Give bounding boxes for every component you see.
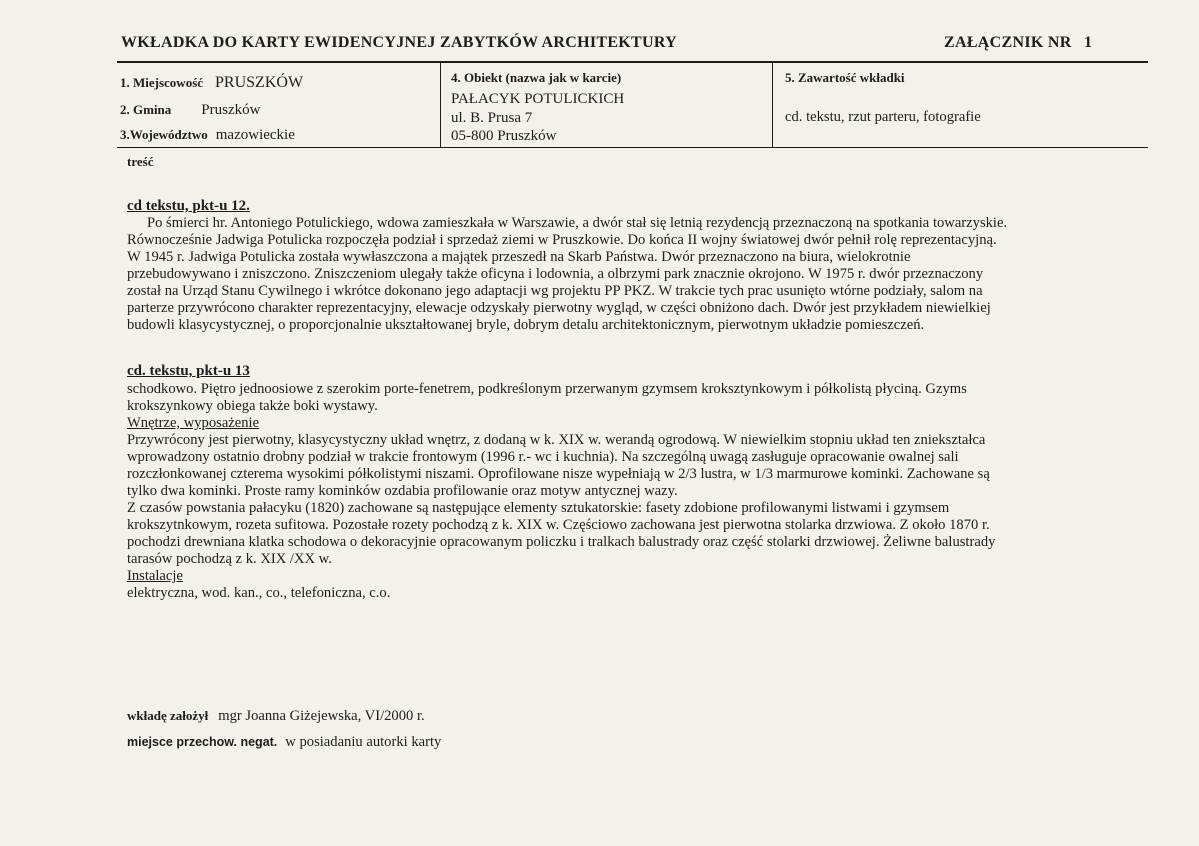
annex-label-text: ZAŁĄCZNIK NR [944, 34, 1072, 51]
commune-label: 2. Gmina [120, 102, 172, 117]
interior-title: Wnętrze, wyposażenie [127, 415, 260, 431]
section-13-title: cd. tekstu, pkt-u 13 [127, 363, 250, 379]
document-title: WKŁADKA DO KARTY EWIDENCYJNEJ ZABYTKÓW ARCHITEKTURY [121, 34, 678, 51]
section-13-line: krokszynkowy obiega także boki wystawy. [127, 398, 378, 414]
contents-label: 5. Zawartość wkładki [785, 70, 905, 85]
voivodeship-row [120, 126, 295, 144]
locality-label: 1. Miejscowość [120, 75, 204, 90]
section-12-line: Równocześnie Jadwiga Potulicka rozpoczęła podział i sprzedaż ziemi w Pruszkowie. Do końca II wojny światowej dwór pełnił rolę reprezentacyjną. [127, 232, 997, 248]
object-label: 4. Obiekt (nazwa jak w karcie) [451, 70, 622, 85]
interior-line: tarasów pochodzą z k. XIX /XX w. [127, 551, 332, 567]
commune-row [120, 101, 260, 119]
box-divider-1 [440, 62, 441, 148]
section-12-line: przebudowywano i zniszczono. Zniszczeniom ulegały także oficyna i lodownia, a olbrzymi park znacznie okrojono. W 1975 r. dwór przeznaczony [127, 266, 984, 282]
author-value: mgr Joanna Giżejewska, VI/2000 r. [218, 708, 425, 724]
interior-line: wprowadzony ostatnio drobny podział w trakcie frontowym (1996 r.- wc i kuchnia). Na szczególną uwagą zasługuje opracowanie owalnej sali [127, 449, 959, 465]
storage-value: w posiadaniu autorki karty [285, 734, 442, 750]
storage-row [127, 733, 441, 751]
installations-line: elektryczna, wod. kan., co., telefoniczna, c.o. [127, 585, 391, 601]
author-label: wkładę założył [127, 708, 209, 723]
storage-label: miejsce przechow. negat. [127, 735, 278, 749]
content-label: treść [127, 154, 154, 169]
section-12-line: parterze przywrócono charakter reprezentacyjny, elewacje odzyskały pierwotny wygląd, w części obniżono dach. Dwór jest przykładem niewielkiej [127, 300, 991, 316]
box-bottom-rule [117, 147, 1148, 148]
top-rule [117, 61, 1148, 63]
interior-line: rozczłonkowanej czterema wysokimi półkolistymi niszami. Oprofilowane nisze wypełniają w 2/3 lustra, w 1/3 marmurowe kominki. Zachowane są [127, 466, 990, 482]
section-13-line: schodkowo. Piętro jednoosiowe z szerokim porte-fenetrem, podkreślonym przerwanym gzymsem kroksztynkowym i półkolistą płyciną. Gzyms [127, 381, 967, 397]
object-postal: 05-800 Pruszków [451, 128, 557, 144]
section-12-body [127, 215, 1007, 334]
section-12-title: cd tekstu, pkt-u 12. [127, 198, 250, 214]
contents-value: cd. tekstu, rzut parteru, fotografie [785, 109, 981, 125]
author-row [127, 707, 425, 725]
locality-row [120, 74, 303, 92]
section-12-line: Po śmierci hr. Antoniego Potulickiego, wdowa zamieszkała w Warszawie, a dwór stał się letnią rezydencją przeznaczoną na spotkania towarzyskie. [147, 215, 1008, 231]
voivodeship-label: 3.Województwo [120, 127, 208, 142]
section-12-line: został na Urząd Stanu Cywilnego i wkrótce dokonano jego adaptacji wg projektu PP PKZ. W trakcie tych prac usunięto wtórne podziały, salom na [127, 283, 983, 299]
interior-line: tylko dwa kominki. Proste ramy kominków ozdabia profilowanie oraz motyw antycznej wazy. [127, 483, 678, 499]
locality-value: PRUSZKÓW [215, 74, 304, 91]
section-12-line: W 1945 r. Jadwiga Potulicka została wywłaszczona a majątek przeszedł na Skarb Państwa. Dwór przeznaczono na biura, wielokrotnie [127, 249, 911, 265]
interior-line: Z czasów powstania pałacyku (1820) zachowane są następujące elementy sztukatorskie: fasety zdobione profilowanymi listwami i gzymsem [127, 500, 950, 516]
voivodeship-value: mazowieckie [215, 127, 295, 143]
interior-line: Przywrócony jest pierwotny, klasycystyczny układ wnętrz, z dodaną w k. XIX w. werandą ogrodową. W niewielkim stopniu układ ten zniekształca [127, 432, 986, 448]
section-13-body [127, 381, 995, 602]
object-name: PAŁACYK POTULICKICH [451, 91, 625, 107]
interior-line: krokszytnkowym, rozeta sufitowa. Pozostałe rozety pochodzą z k. XIX w. Częściowo zachowana jest pierwotna stolarka drzwiowa. Z około 1870 r. [127, 517, 990, 533]
object-street: ul. B. Prusa 7 [451, 110, 533, 126]
box-divider-2 [772, 62, 773, 148]
annex-number: 1 [1083, 34, 1093, 51]
commune-value: Pruszków [201, 102, 261, 118]
annex-label [944, 34, 1092, 52]
section-12-line: budowli klasycystycznej, o proporcjonalnie ukształtowanej bryle, dobrym detalu architektonicznym, pierwotnym układzie pomieszczeń. [127, 317, 925, 333]
interior-line: pochodzi drewniana klatka schodowa o dekoracyjnie opracowanym policzku i tralkach balustrady oraz część stolarki drzwiowej. Żeliwne balustrady [127, 534, 996, 550]
installations-title: Instalacje [127, 568, 183, 584]
